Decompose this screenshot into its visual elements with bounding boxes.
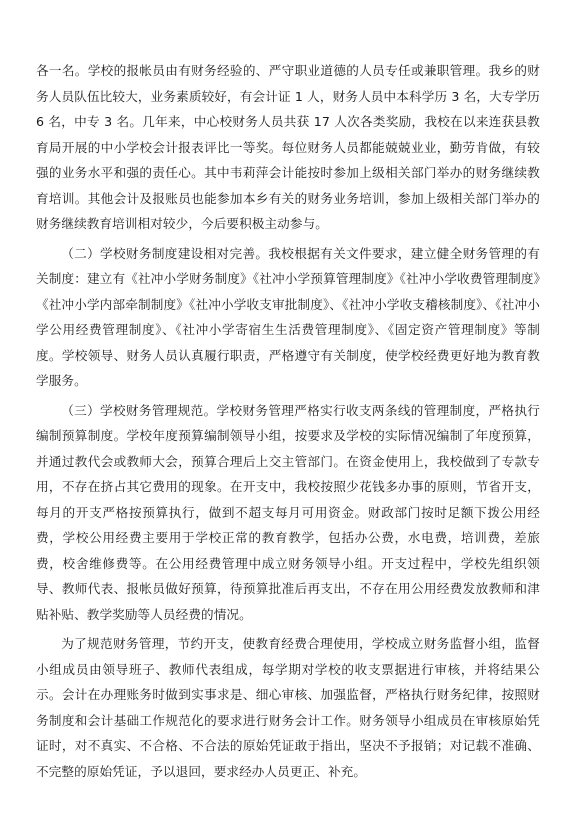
paragraph-2: （二）学校财务制度建设相对完善。我校根据有关文件要求，建立健全财务管理的有关制度：建立有《社冲小学财务制度》《社冲小学预算管理制度》《社冲小学收费管理制度》《社冲小学内部牵制制度》《社冲小学收支审批制度》、《社冲小学收支稽核制度》、《社冲小学公用经费管理制度》、《社冲小学寄宿生生活费管理制度》、《固定资产管理制度》等制度。学校领导、财务人员认真履行职责，严格遵守有关制度，使学校经费更好地为教育教学服务。 [36, 245, 540, 388]
paragraph-1: 各一名。学校的报帐员由有财务经验的、严守职业道德的人员专任或兼职管理。我乡的财务人员队伍比较大，业务素质较好，有会计证 1 人，财务人员中本科学历 3 名，大专学历 6 名，中专 3 名。几年来，中心校财务人员共获 17 人次各类奖励，我校在以来连获县教育局开展的中小学校会计报表评比一等奖。每位财务人员都能兢兢业业，勤劳肯做，有较强的业务水平和强的责任心。其中韦莉萍会计能按时参加上级相关部门举办的财务继续教育培训。其他会计及报账员也能参加本乡有关的财务业务培训，参加上级相关部门举办的财务继续教育培训相对较少，今后要积极主动参与。 [36, 63, 540, 231]
paragraph-3: （三）学校财务管理规范。学校财务管理严格实行收支两条线的管理制度，严格执行编制预算制度。学校年度预算编制领导小组，按要求及学校的实际情况编制了年度预算，并通过教代会或教师大会，预算合理后上交主管部门。在资金使用上，我校做到了专款专用，不存在挤占其它费用的现象。在开支中，我校按照少花钱多办事的原则，节省开支，每月的开支严格按预算执行，做到不超支每月可用资金。财政部门按时足额下拨公用经费，学校公用经费主要用于学校正常的教育教学，包括办公费，水电费，培训费，差旅费，校舍维修费等。在公用经费管理中成立财务领导小组。开支过程中，学校先组织领导、教师代表、报帐员做好预算，待预算批准后再支出，不存在用公用经费发放教师和津贴补贴、教学奖励等人员经费的情况。 [36, 402, 540, 622]
paragraph-4: 为了规范财务管理，节约开支，使教育经费合理使用，学校成立财务监督小组，监督小组成员由领导班子、教师代表组成，每学期对学校的收支票据进行审核，并将结果公示。会计在办理账务时做到实事求是、细心审核、加强监督，严格执行财务纪律，按照财务制度和会计基础工作规范化的要求进行财务会计工作。财务领导小组成员在审核原始凭证时，对不真实、不合格、不合法的原始凭证敢于指出，坚决不予报销；对记载不准确、不完整的原始凭证，予以退回，要求经办人员更正、补充。 [36, 636, 540, 779]
